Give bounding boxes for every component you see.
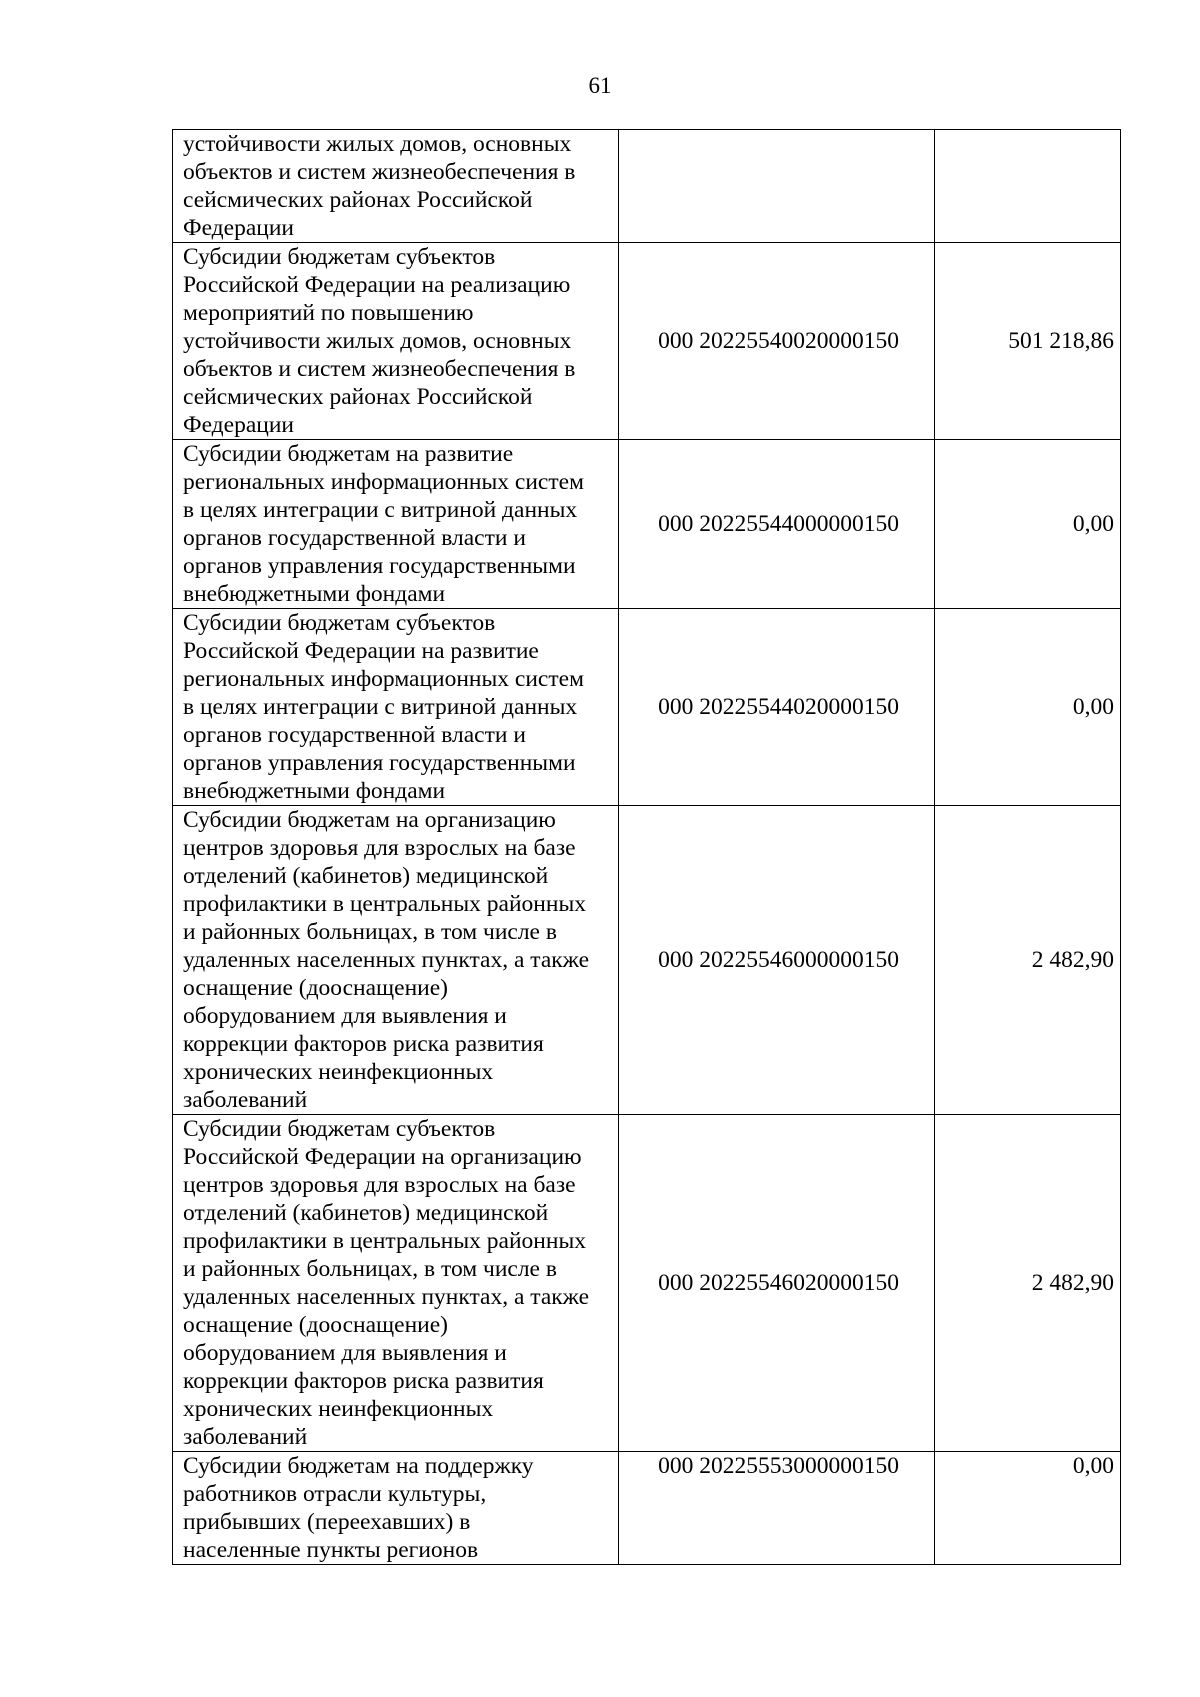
row-name-line: профилактики в центральных районных: [183, 891, 586, 917]
row-name-line: работников отрасли культуры,: [183, 1481, 487, 1507]
row-name-line: центров здоровья для взрослых на базе: [183, 835, 576, 861]
row-code-cell: 000 20225544020000150: [619, 609, 935, 806]
row-name-line: сейсмических районах Российской: [183, 384, 533, 410]
row-name-line: хронических неинфекционных: [183, 1396, 494, 1422]
row-name-line: и районных больницах, в том числе в: [183, 919, 557, 945]
row-name-cell: [173, 130, 619, 243]
row-code-cell: [619, 130, 935, 243]
row-name-line: объектов и систем жизнеобеспечения в: [183, 159, 576, 185]
row-name-line: оснащение (дооснащение): [183, 975, 448, 1001]
row-name-line: внебюджетными фондами: [183, 778, 446, 804]
row-name-cell: [173, 440, 619, 609]
row-name-line: заболеваний: [183, 1087, 308, 1113]
row-code-cell: 000 20225546020000150: [619, 1115, 935, 1452]
row-name-line: Российской Федерации на организацию: [183, 1144, 582, 1170]
row-name-line: Субсидии бюджетам на поддержку: [183, 1453, 534, 1479]
row-name-cell: [173, 243, 619, 440]
row-name-line: Субсидии бюджетам субъектов: [183, 1116, 496, 1142]
row-name-line: удаленных населенных пунктах, а также: [183, 1284, 590, 1310]
table-row: [173, 243, 1121, 440]
row-name-line: отделений (кабинетов) медицинской: [183, 863, 549, 889]
row-name-cell: [173, 1452, 619, 1565]
row-name-line: органов управления государственными: [183, 750, 576, 776]
row-amount-cell: 0,00: [935, 1452, 1121, 1565]
row-name-line: мероприятий по повышению: [183, 300, 474, 326]
row-name-line: органов государственной власти и: [183, 525, 526, 551]
budget-table: [172, 129, 1121, 1565]
row-name-line: профилактики в центральных районных: [183, 1228, 586, 1254]
row-name-line: органов управления государственными: [183, 553, 576, 579]
row-amount-cell: 501 218,86: [935, 243, 1121, 440]
row-name-line: оборудованием для выявления и: [183, 1003, 507, 1029]
row-name-line: прибывших (переехавших) в: [183, 1509, 471, 1535]
table-row: [173, 1452, 1121, 1565]
row-name-line: населенные пункты регионов: [183, 1537, 479, 1563]
row-name-line: устойчивости жилых домов, основных: [183, 131, 572, 157]
row-name-line: удаленных населенных пунктах, а также: [183, 947, 590, 973]
row-name-line: Субсидии бюджетам субъектов: [183, 244, 496, 270]
row-name-line: заболеваний: [183, 1424, 308, 1450]
row-code-cell: 000 20225540020000150: [619, 243, 935, 440]
row-name-line: в целях интеграции с витриной данных: [183, 694, 578, 720]
row-name-line: и районных больницах, в том числе в: [183, 1256, 557, 1282]
row-code-cell: 000 20225544000000150: [619, 440, 935, 609]
row-name-line: Субсидии бюджетам субъектов: [183, 610, 496, 636]
row-name-line: сейсмических районах Российской: [183, 187, 533, 213]
table-row: [173, 130, 1121, 243]
row-name-line: в целях интеграции с витриной данных: [183, 497, 578, 523]
row-name-line: коррекции факторов риска развития: [183, 1031, 544, 1057]
row-name-cell: [173, 609, 619, 806]
row-name-cell: [173, 806, 619, 1115]
table-row: [173, 1115, 1121, 1452]
row-name-line: Российской Федерации на развитие: [183, 638, 539, 664]
row-name-line: Российской Федерации на реализацию: [183, 272, 571, 298]
row-code-cell: 000 20225546000000150: [619, 806, 935, 1115]
page-number: 61: [588, 73, 612, 98]
row-name-line: региональных информационных систем: [183, 666, 584, 692]
row-name-line: устойчивости жилых домов, основных: [183, 328, 572, 354]
row-name-line: хронических неинфекционных: [183, 1059, 494, 1085]
row-name-line: центров здоровья для взрослых на базе: [183, 1172, 576, 1198]
row-name-line: органов государственной власти и: [183, 722, 526, 748]
row-code-cell: 000 20225553000000150: [619, 1452, 935, 1565]
row-amount-cell: 2 482,90: [935, 806, 1121, 1115]
row-amount-cell: 0,00: [935, 609, 1121, 806]
table-row: [173, 609, 1121, 806]
row-name-line: коррекции факторов риска развития: [183, 1368, 544, 1394]
row-name-line: Федерации: [183, 412, 294, 438]
row-amount-cell: [935, 130, 1121, 243]
row-name-line: Субсидии бюджетам на организацию: [183, 807, 556, 833]
row-name-line: Субсидии бюджетам на развитие: [183, 441, 514, 467]
row-name-cell: [173, 1115, 619, 1452]
row-name-line: оборудованием для выявления и: [183, 1340, 507, 1366]
row-amount-cell: 2 482,90: [935, 1115, 1121, 1452]
table-row: [173, 806, 1121, 1115]
table-row: [173, 440, 1121, 609]
row-name-line: внебюджетными фондами: [183, 581, 446, 607]
row-name-line: оснащение (дооснащение): [183, 1312, 448, 1338]
row-name-line: объектов и систем жизнеобеспечения в: [183, 356, 576, 382]
row-amount-cell: 0,00: [935, 440, 1121, 609]
row-name-line: региональных информационных систем: [183, 469, 584, 495]
row-name-line: отделений (кабинетов) медицинской: [183, 1200, 549, 1226]
row-name-line: Федерации: [183, 215, 294, 241]
